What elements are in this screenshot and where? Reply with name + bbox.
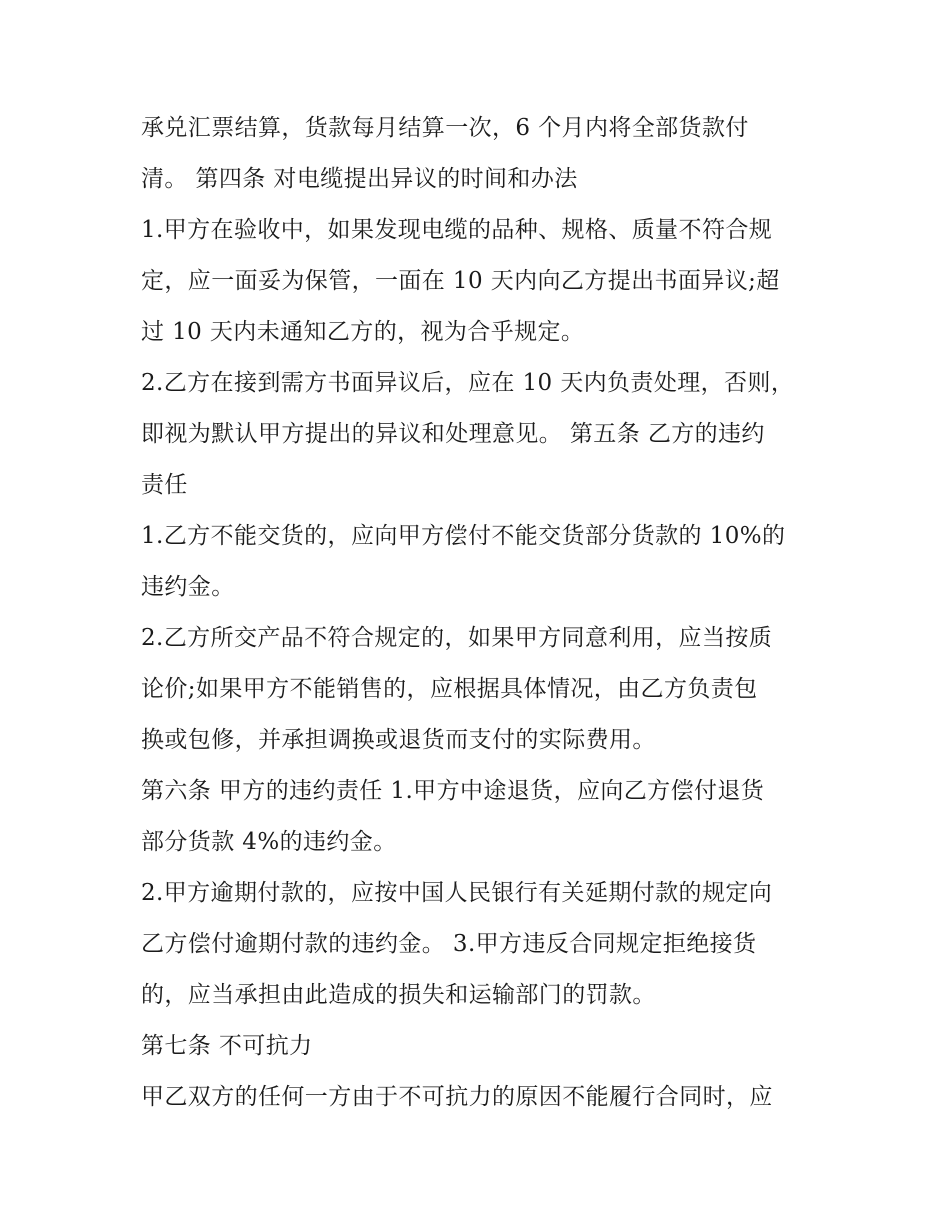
text-line: 换或包修，并承担调换或退货而支付的实际费用。	[141, 727, 656, 753]
text-line: 的，应当承担由此造成的损失和运输部门的罚款。	[141, 982, 656, 1008]
text-line: 承兑汇票结算，货款每月结算一次，6 个月内将全部货款付	[141, 115, 749, 141]
text-line: 乙方偿付逾期付款的违约金。 3.甲方违反合同规定拒绝接货	[141, 931, 757, 957]
text-line: 过 10 天内未通知乙方的，视为合乎规定。	[141, 319, 585, 345]
text-line: 清。 第四条 对电缆提出异议的时间和办法	[141, 166, 578, 192]
text-line: 即视为默认甲方提出的异议和处理意见。 第五条 乙方的违约	[141, 421, 765, 447]
document-body	[141, 103, 831, 1123]
text-line: 违约金。	[141, 574, 235, 600]
text-line: 2.甲方逾期付款的，应按中国人民银行有关延期付款的规定向	[141, 880, 773, 906]
text-line: 责任	[141, 472, 188, 498]
text-line: 2.乙方在接到需方书面异议后，应在 10 天内负责处理，否则，	[141, 370, 795, 396]
text-line: 论价;如果甲方不能销售的，应根据具体情况，由乙方负责包	[141, 676, 758, 702]
text-line: 定，应一面妥为保管，一面在 10 天内向乙方提出书面异议;超	[141, 268, 780, 294]
text-line: 甲乙双方的任何一方由于不可抗力的原因不能履行合同时，应	[141, 1084, 773, 1110]
text-line: 1.乙方不能交货的，应向甲方偿付不能交货部分货款的 10%的	[141, 523, 786, 549]
text-line: 2.乙方所交产品不符合规定的，如果甲方同意利用，应当按质	[141, 625, 773, 651]
text-line: 1.甲方在验收中，如果发现电缆的品种、规格、质量不符合规	[141, 217, 773, 243]
text-line: 第七条 不可抗力	[141, 1033, 313, 1059]
text-line: 部分货款 4%的违约金。	[141, 829, 397, 855]
text-line: 第六条 甲方的违约责任 1.甲方中途退货，应向乙方偿付退货	[141, 778, 765, 804]
